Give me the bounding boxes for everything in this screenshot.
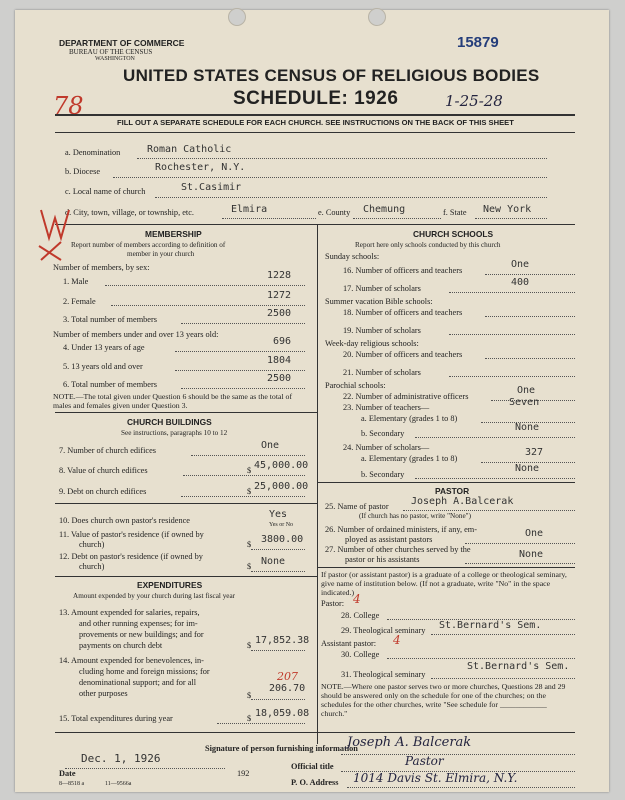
- red-check-mark: [31, 202, 81, 262]
- city-value[interactable]: Elmira: [231, 204, 268, 215]
- punch-hole: [368, 8, 386, 26]
- state-label: f. State: [443, 208, 467, 217]
- q11-label-2: church): [79, 540, 105, 549]
- q12-value[interactable]: None: [261, 556, 286, 567]
- pastor-heading: PASTOR: [435, 486, 470, 496]
- signature-label: Signature of person furnishing information: [205, 744, 358, 753]
- q14-value[interactable]: 206.70: [269, 683, 306, 694]
- q24b-value[interactable]: None: [515, 463, 540, 474]
- q26-value[interactable]: One: [525, 528, 544, 539]
- membership-heading: MEMBERSHIP: [145, 229, 202, 239]
- sunday-schools-label: Sunday schools:: [325, 252, 380, 261]
- q4-under13-value[interactable]: 696: [273, 336, 292, 347]
- q5-over13-label: 5. 13 years old and over: [63, 362, 143, 371]
- official-title-value[interactable]: Pastor: [405, 754, 444, 768]
- q24a-label: a. Elementary (grades 1 to 8): [361, 454, 458, 463]
- q5-over13-value[interactable]: 1804: [267, 355, 292, 366]
- q23a-label: a. Elementary (grades 1 to 8): [361, 414, 458, 423]
- buildings-intro: See instructions, paragraphs 10 to 12: [121, 429, 228, 437]
- q21-label: 21. Number of scholars: [343, 368, 421, 377]
- stamp-number: 15879: [457, 34, 499, 51]
- schools-heading: CHURCH SCHOOLS: [413, 229, 494, 239]
- diocese-label: b. Diocese: [65, 167, 101, 176]
- q13-label-2: and other running expenses; for im-: [79, 619, 198, 628]
- date-label: Date: [59, 769, 76, 778]
- print-code: 11—9566a: [105, 781, 132, 787]
- q10-hint: Yes or No: [269, 522, 294, 528]
- buildings-heading: CHURCH BUILDINGS: [127, 417, 212, 427]
- q6-total-label: 6. Total number of members: [63, 380, 157, 389]
- expenditures-heading: EXPENDITURES: [137, 580, 203, 590]
- weekday-schools-label: Week-day religious schools:: [325, 339, 419, 348]
- q1-male-value[interactable]: 1228: [267, 270, 292, 281]
- q20-label: 20. Number of officers and teachers: [343, 350, 463, 359]
- pastor-subheading: Pastor:: [321, 599, 345, 608]
- q16-value[interactable]: One: [511, 259, 530, 270]
- q16-label: 16. Number of officers and teachers: [343, 266, 463, 275]
- summer-schools-label: Summer vacation Bible schools:: [325, 297, 433, 306]
- q7-label: 7. Number of church edifices: [59, 446, 156, 455]
- schools-intro: Report here only schools conducted by this church: [355, 241, 501, 249]
- schedule-title: SCHEDULE: 1926: [233, 88, 399, 109]
- census-schedule-sheet: DEPARTMENT OF COMMERCE BUREAU OF THE CENSUS WASHINGTON 15879 78 UNITED STATES CENSUS OF RELIGIOUS BODIES SCHEDULE: 1926 1-25-28 FILL OUT A SEPARATE SCHEDULE FOR EACH CHURCH. SEE INSTRUCTIONS ON THE BACK OF THIS SHEET a. Denomination Roman Catholic b. Diocese Rochester, N.Y. c. Local name of church St.Casimir d. City, town, village, or township, etc. Elmira e. County Chemung f. State New York MEMBERSHIP Report number of members according to definition of member in your church Number of members, by sex: 1. Male 1228 2. Female 1272 3. Total number of members 2500 Number of members under and over 13 years old: 4. Under 13 years of age 696 5. 13 years old and over 1804 6. Total number of members 2500 NOTE.—The total given under Question 6 should be the same as the total of males and females given under Question 3. CHURCH BUILDINGS See instructions, paragraphs 10 to 12 7. Number of church edifices One 8. Value of church edifices $ 45,000.00 9. Debt on church edifices $ 25,000.00 10. Does church own pastor's residence Yes Yes or No 11. Value of pastor's residence (if owned by church) $ 3800.00 12. Debt on pastor's residence (if owned by church) $ None EXPENDITURES Amount expended by your church during last fiscal year 13. Amount expended for salaries, repairs, and other running expenses; for im- provements or new buildings; and for payments on church debt $ 17,852.38 14. Amount expended for benevolences, in- cluding home and foreign missions; for denominational support; and for all other purposes 207 $ 206.70 15. Total expenditures during year $ 18,059.08 CHURCH SCHOOLS Report here only schools conducted by this church Sunday schools: 16. Number of officers and teachers One 17. Number of scholars 400 Summer vacation Bible schools: 18. Number of officers and teachers 19. Number of scholars Week-day religious schools: 20. Number of officers and teachers 21. Number of scholars Parochial schools: 22. Number of administrative officers One 23. Number of teachers— Seven a. Elementary (grades 1 to 8) b. Secondary None 24. Number of scholars— a. Elementary (grades 1 to 8) 327 b. Secondary None PASTOR 25. Name of pastor Joseph A.Balcerak (If church has no pastor, write "None") 26. Number of ordained ministers, if any, em- ployed as assistant pastors One 27. Number of other churches served by the pastor or his assistants None If pastor (or assistant pastor) is a graduate of a college or theological seminary, give name of institution below. (If not a graduate, write "No" in the space indicated.) Pastor: 4 28. College 29. Theological seminary St.Bernard's Sem. Assistant pastor: 4 30. College 31. Theological seminary St.Bernard's Sem. NOTE.—Where one pastor serves two or more churches, Questions 28 and 29 should be answered only on the schedule for one of the churches; on the schedules for the other churches, write "See schedule for ____________ church." Signature of person furnishing information Joseph A. Balcerak Pastor Official title Dec. 1, 1926 Date 192 P. O. Address 1014 Davis St. Elmira, N.Y. 8—8518 a 11—9566a: [15, 10, 609, 792]
- pastor-red-mark: 4: [353, 592, 361, 606]
- q23b-value[interactable]: None: [515, 422, 540, 433]
- q22-value[interactable]: One: [517, 385, 536, 396]
- q2-female-label: 2. Female: [63, 297, 96, 306]
- date-year: 192: [237, 769, 250, 778]
- q26-label: 26. Number of ordained ministers, if any, em-: [325, 525, 477, 534]
- q25-hint: (If church has no pastor, write "None"): [359, 512, 471, 520]
- q31-value[interactable]: St.Bernard's Sem.: [467, 661, 570, 672]
- q7-value[interactable]: One: [261, 440, 280, 451]
- form-number: 8—8518 a: [59, 781, 85, 787]
- membership-intro-2: member in your church: [127, 250, 195, 258]
- signature-value[interactable]: Joseph A. Balcerak: [347, 735, 472, 750]
- q29-value[interactable]: St.Bernard's Sem.: [439, 620, 542, 631]
- q15-label: 15. Total expenditures during year: [59, 714, 173, 723]
- q13-value[interactable]: 17,852.38: [255, 635, 310, 646]
- q30-label: 30. College: [341, 650, 380, 659]
- handwritten-date: 1-25-28: [445, 92, 503, 110]
- q9-value[interactable]: 25,000.00: [254, 481, 309, 492]
- q19-label: 19. Number of scholars: [343, 326, 421, 335]
- q17-label: 17. Number of scholars: [343, 284, 421, 293]
- q23-value[interactable]: Seven: [509, 397, 540, 408]
- q27-value[interactable]: None: [519, 549, 544, 560]
- q4-under13-label: 4. Under 13 years of age: [63, 343, 145, 352]
- date-value[interactable]: Dec. 1, 1926: [81, 752, 161, 765]
- q3-total-label: 3. Total number of members: [63, 315, 157, 324]
- q14-label-3: denominational support; and for all: [79, 678, 197, 687]
- q11-label: 11. Value of pastor's residence (if owned by: [59, 530, 204, 539]
- q26-label-2: ployed as assistant pastors: [345, 535, 433, 544]
- q12-label: 12. Debt on pastor's residence (if owned by: [59, 552, 203, 561]
- instructions-line: FILL OUT A SEPARATE SCHEDULE FOR EACH CHURCH. SEE INSTRUCTIONS ON THE BACK OF THIS SHEET: [117, 118, 514, 127]
- q24b-label: b. Secondary: [361, 470, 405, 479]
- q3-total-value[interactable]: 2500: [267, 308, 292, 319]
- q15-value[interactable]: 18,059.08: [255, 708, 310, 719]
- q25-value[interactable]: Joseph A.Balcerak: [411, 496, 514, 507]
- membership-intro: Report number of members according to definition of: [71, 241, 226, 249]
- assistant-red-mark: 4: [393, 633, 401, 647]
- q31-label: 31. Theological seminary: [341, 670, 426, 679]
- q27-label: 27. Number of other churches served by the: [325, 545, 471, 554]
- county-value[interactable]: Chemung: [363, 204, 406, 215]
- q8-value[interactable]: 45,000.00: [254, 460, 309, 471]
- q27-label-2: pastor or his assistants: [345, 555, 420, 564]
- q25-label: 25. Name of pastor: [325, 502, 389, 511]
- punch-hole: [228, 8, 246, 26]
- form-title: UNITED STATES CENSUS OF RELIGIOUS BODIES: [123, 66, 540, 85]
- parochial-schools-label: Parochial schools:: [325, 381, 386, 390]
- q24a-value[interactable]: 327: [525, 447, 544, 458]
- q14-label-4: other purposes: [79, 689, 128, 698]
- q8-label: 8. Value of church edifices: [59, 466, 148, 475]
- q22-label: 22. Number of administrative officers: [343, 392, 469, 401]
- q1-male-label: 1. Male: [63, 277, 89, 286]
- denomination-label: a. Denomination: [65, 148, 121, 157]
- department-name: DEPARTMENT OF COMMERCE: [59, 38, 185, 48]
- q10-label: 10. Does church own pastor's residence: [59, 516, 190, 525]
- denomination-value[interactable]: Roman Catholic: [147, 144, 232, 155]
- q28-label: 28. College: [341, 611, 380, 620]
- q23-label: 23. Number of teachers—: [343, 403, 430, 412]
- city-label: d. City, town, village, or township, etc.: [65, 208, 194, 217]
- bureau-city: WASHINGTON: [95, 56, 135, 62]
- q2-female-value[interactable]: 1272: [267, 290, 292, 301]
- q13-label: 13. Amount expended for salaries, repairs,: [59, 608, 200, 617]
- q9-label: 9. Debt on church edifices: [59, 487, 147, 496]
- q11-value[interactable]: 3800.00: [261, 534, 304, 545]
- q12-label-2: church): [79, 562, 105, 571]
- po-address-label: P. O. Address: [291, 778, 339, 787]
- q14-label: 14. Amount expended for benevolences, in-: [59, 656, 204, 665]
- bureau-name: BUREAU OF THE CENSUS: [69, 48, 153, 56]
- expenditures-intro: Amount expended by your church during last fiscal year: [73, 592, 236, 600]
- red-annotation-number: 78: [53, 92, 84, 120]
- q14-red-annotation: 207: [277, 670, 298, 683]
- members-by-sex-label: Number of members, by sex:: [53, 263, 150, 272]
- q29-label: 29. Theological seminary: [341, 626, 426, 635]
- q24-label: 24. Number of scholars—: [343, 443, 430, 452]
- q14-label-2: cluding home and foreign missions; for: [79, 667, 210, 676]
- q23b-label: b. Secondary: [361, 429, 405, 438]
- q18-label: 18. Number of officers and teachers: [343, 308, 463, 317]
- q17-value[interactable]: 400: [511, 277, 530, 288]
- membership-note: NOTE.—The total given under Question 6 should be the same as the total of males and females given under Question 3.: [53, 392, 293, 410]
- q6-total-value[interactable]: 2500: [267, 373, 292, 384]
- college-note: If pastor (or assistant pastor) is a graduate of a college or theological seminary, give name of institution below. (If not a graduate, write "No" in the space indicated.): [321, 570, 567, 597]
- pastor-note: NOTE.—Where one pastor serves two or more churches, Questions 28 and 29 should be answered only on the schedule for one of the churches; on the schedules for the other churches, write "See schedule for ____________ church.": [321, 682, 566, 718]
- q13-label-4: payments on church debt: [79, 641, 163, 650]
- q10-value[interactable]: Yes: [269, 509, 288, 520]
- age-intro-label: Number of members under and over 13 years old:: [53, 330, 219, 339]
- q13-label-3: provements or new buildings; and for: [79, 630, 204, 639]
- county-label: e. County: [318, 208, 351, 217]
- assistant-pastor-subheading: Assistant pastor:: [321, 639, 377, 648]
- church-name-label: c. Local name of church: [65, 187, 146, 196]
- state-value[interactable]: New York: [483, 204, 532, 215]
- church-name-value[interactable]: St.Casimir: [181, 182, 242, 193]
- diocese-value[interactable]: Rochester, N.Y.: [155, 162, 246, 173]
- po-address-value[interactable]: 1014 Davis St. Elmira, N.Y.: [353, 771, 518, 785]
- official-title-label: Official title: [291, 762, 334, 771]
